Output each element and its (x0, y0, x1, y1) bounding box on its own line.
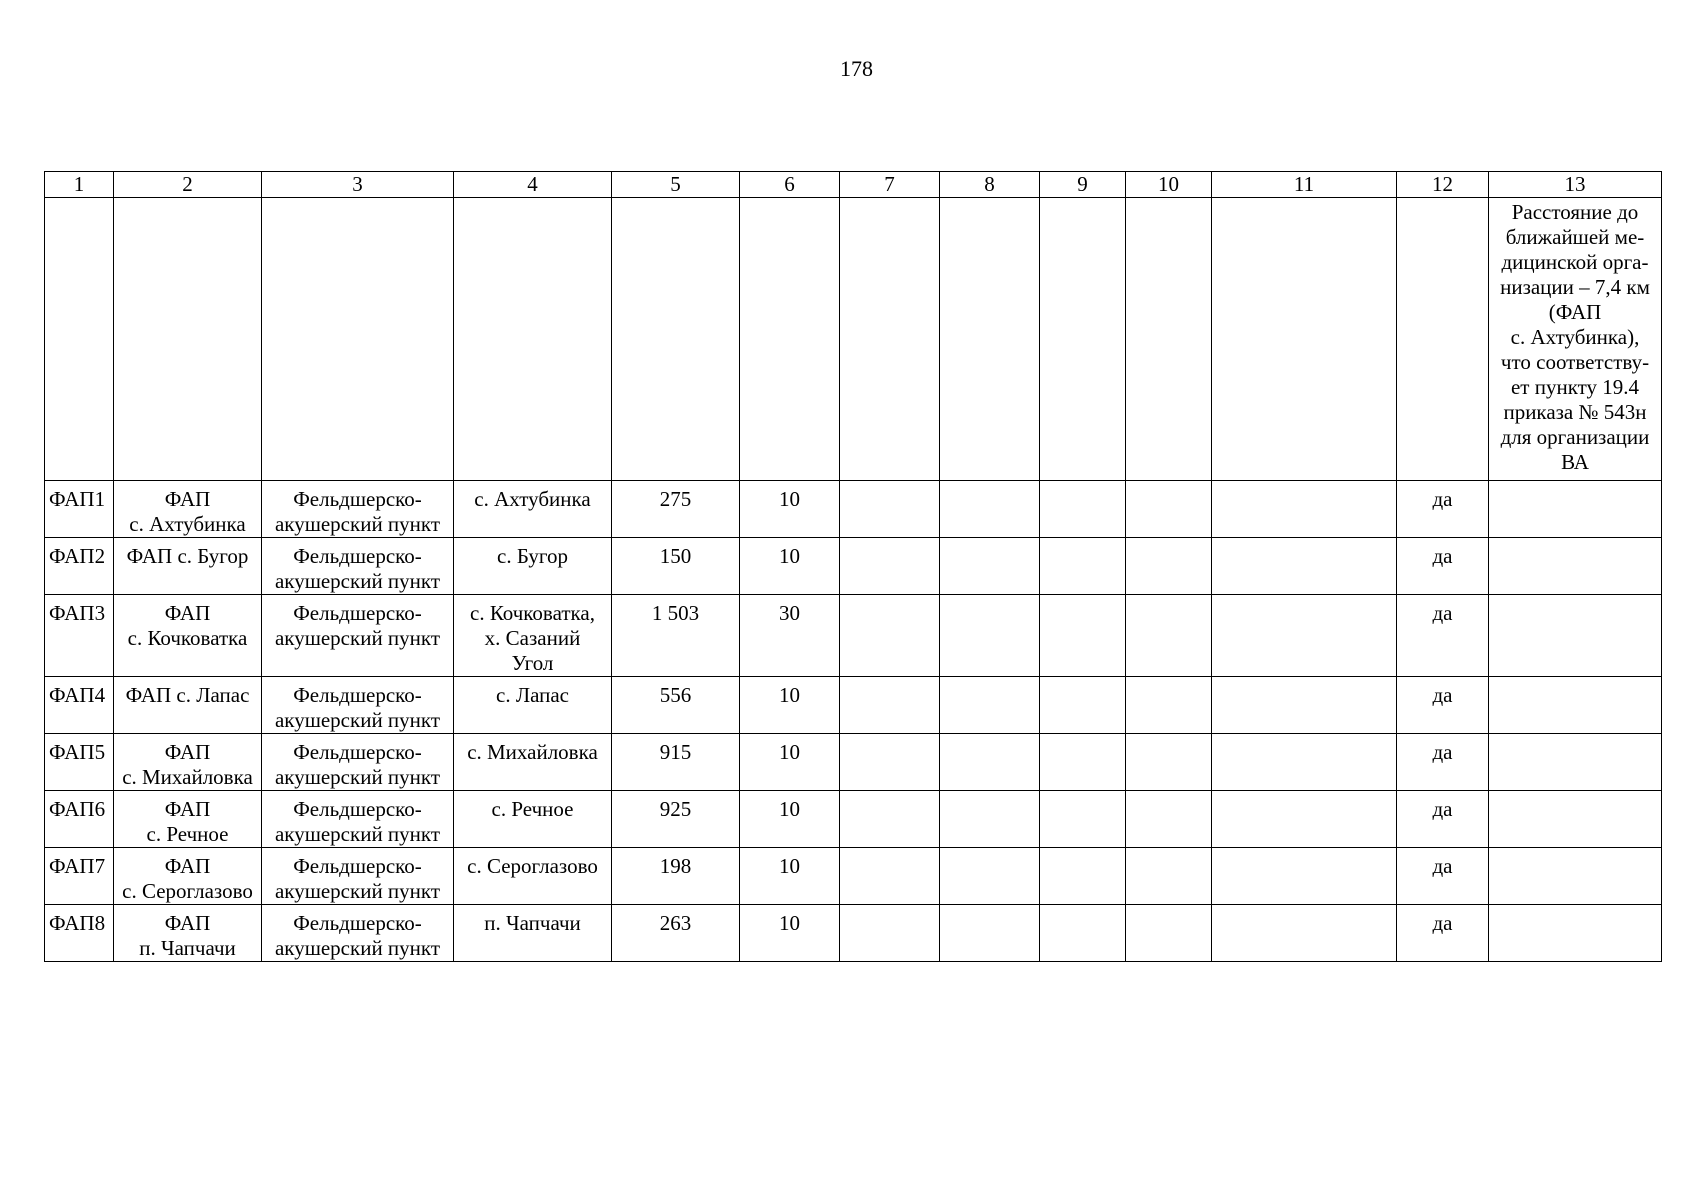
facility-code-cell: ФАП2 (45, 538, 114, 595)
column-7-cell (840, 734, 940, 791)
column-10-cell (1126, 848, 1212, 905)
facility-type-cell (262, 791, 454, 848)
cell-line: с. Бугор (497, 544, 568, 568)
note-line: для организации (1500, 425, 1650, 449)
column-9-cell (1040, 905, 1126, 962)
facility-table (44, 171, 1662, 962)
note-cell-empty (1212, 198, 1397, 481)
cell-line: Фельдшерско- (293, 854, 422, 878)
column-6-cell: 10 (740, 848, 840, 905)
population-cell: 275 (612, 481, 740, 538)
note-line: с. Ахтубинка), (1510, 325, 1640, 349)
facility-name-cell (114, 905, 262, 962)
column-9-cell (1040, 677, 1126, 734)
cell-line: ФАП с. Лапас (125, 683, 250, 707)
facility-name-cell (114, 481, 262, 538)
column-11-cell (1212, 538, 1397, 595)
settlement-cell (454, 848, 612, 905)
cell-line: акушерский пункт (274, 765, 441, 789)
note-row (45, 198, 1662, 481)
cell-line: акушерский пункт (274, 879, 441, 903)
column-13-cell (1489, 905, 1662, 962)
column-number-row (45, 172, 1662, 198)
note-cell-empty (262, 198, 454, 481)
column-12-cell: да (1397, 538, 1489, 595)
column-10-cell (1126, 734, 1212, 791)
cell-line: акушерский пункт (274, 936, 441, 960)
cell-line: с. Речное (491, 797, 574, 821)
settlement-cell (454, 905, 612, 962)
cell-line: ФАП (164, 487, 211, 511)
column-7-cell (840, 481, 940, 538)
column-number-10: 10 (1126, 172, 1212, 198)
column-11-cell (1212, 905, 1397, 962)
cell-line: х. Сазаний (484, 626, 581, 650)
column-10-cell (1126, 595, 1212, 677)
population-cell: 915 (612, 734, 740, 791)
population-cell: 263 (612, 905, 740, 962)
cell-line: акушерский пункт (274, 822, 441, 846)
cell-line: Угол (511, 651, 554, 675)
population-cell: 1 503 (612, 595, 740, 677)
note-cell-empty (1040, 198, 1126, 481)
facility-name-cell (114, 677, 262, 734)
facility-name-cell (114, 734, 262, 791)
facility-code-cell: ФАП5 (45, 734, 114, 791)
note-cell-empty (940, 198, 1040, 481)
column-13-cell (1489, 791, 1662, 848)
cell-line: ФАП (164, 797, 211, 821)
note-cell-empty (45, 198, 114, 481)
cell-line: акушерский пункт (274, 626, 441, 650)
note-line: ВА (1561, 450, 1589, 474)
column-12-cell: да (1397, 848, 1489, 905)
table-row (45, 848, 1662, 905)
note-line: приказа № 543н (1503, 400, 1647, 424)
column-12-cell: да (1397, 734, 1489, 791)
column-9-cell (1040, 791, 1126, 848)
population-cell: 925 (612, 791, 740, 848)
column-7-cell (840, 905, 940, 962)
column-11-cell (1212, 481, 1397, 538)
cell-line: с. Михайловка (122, 765, 253, 789)
note-line: низации – 7,4 км (1500, 275, 1650, 299)
facility-code-cell: ФАП3 (45, 595, 114, 677)
column-7-cell (840, 791, 940, 848)
column-number-7: 7 (840, 172, 940, 198)
note-line: что соответству- (1500, 350, 1650, 374)
cell-line: ФАП (164, 854, 211, 878)
column-9-cell (1040, 734, 1126, 791)
cell-line: ФАП (164, 601, 211, 625)
column-number-4: 4 (454, 172, 612, 198)
cell-line: с. Сероглазово (467, 854, 598, 878)
cell-line: ФАП (164, 740, 211, 764)
column-10-cell (1126, 677, 1212, 734)
column-9-cell (1040, 595, 1126, 677)
column-7-cell (840, 848, 940, 905)
cell-line: Фельдшерско- (293, 544, 422, 568)
facility-type-cell (262, 538, 454, 595)
column-13-cell (1489, 481, 1662, 538)
cell-line: с. Ахтубинка (474, 487, 591, 511)
column-6-cell: 30 (740, 595, 840, 677)
note-line: (ФАП (1548, 300, 1602, 324)
cell-line: ФАП с. Бугор (126, 544, 249, 568)
cell-line: акушерский пункт (274, 512, 441, 536)
facility-type-cell (262, 595, 454, 677)
facility-type-cell (262, 734, 454, 791)
column-9-cell (1040, 538, 1126, 595)
column-11-cell (1212, 677, 1397, 734)
cell-line: акушерский пункт (274, 708, 441, 732)
note-cell-empty (840, 198, 940, 481)
note-line: дицинской орга- (1501, 250, 1649, 274)
page-number: 178 (840, 56, 873, 81)
cell-line: с. Сероглазово (122, 879, 253, 903)
facility-code-cell: ФАП8 (45, 905, 114, 962)
column-13-cell (1489, 848, 1662, 905)
cell-line: с. Кочковатка (127, 626, 248, 650)
facility-type-cell (262, 677, 454, 734)
column-11-cell (1212, 595, 1397, 677)
column-6-cell: 10 (740, 734, 840, 791)
column-number-3: 3 (262, 172, 454, 198)
facility-type-cell (262, 481, 454, 538)
cell-line: с. Лапас (496, 683, 569, 707)
column-6-cell: 10 (740, 677, 840, 734)
column-13-cell (1489, 677, 1662, 734)
column-number-6: 6 (740, 172, 840, 198)
note-line: ближайшей ме- (1505, 225, 1645, 249)
column-7-cell (840, 677, 940, 734)
column-12-cell: да (1397, 595, 1489, 677)
column-8-cell (940, 481, 1040, 538)
column-12-cell: да (1397, 791, 1489, 848)
column-13-cell (1489, 538, 1662, 595)
cell-line: Фельдшерско- (293, 683, 422, 707)
column-11-cell (1212, 791, 1397, 848)
facility-code-cell: ФАП4 (45, 677, 114, 734)
facility-code-cell: ФАП6 (45, 791, 114, 848)
note-cell-empty (740, 198, 840, 481)
table-row (45, 677, 1662, 734)
settlement-cell (454, 791, 612, 848)
column-6-cell: 10 (740, 791, 840, 848)
cell-line: Фельдшерско- (293, 797, 422, 821)
note-line: ет пункту 19.4 (1510, 375, 1640, 399)
facility-code-cell: ФАП1 (45, 481, 114, 538)
cell-line: Фельдшерско- (293, 911, 422, 935)
column-6-cell: 10 (740, 905, 840, 962)
column-number-11: 11 (1212, 172, 1397, 198)
cell-line: п. Чапчачи (484, 911, 581, 935)
column-number-2: 2 (114, 172, 262, 198)
population-cell: 150 (612, 538, 740, 595)
column-8-cell (940, 791, 1040, 848)
column-8-cell (940, 538, 1040, 595)
population-cell: 198 (612, 848, 740, 905)
settlement-cell (454, 734, 612, 791)
note-cell-empty (114, 198, 262, 481)
column-number-12: 12 (1397, 172, 1489, 198)
note-cell-empty (454, 198, 612, 481)
table-row (45, 734, 1662, 791)
table-row (45, 538, 1662, 595)
facility-name-cell (114, 848, 262, 905)
column-7-cell (840, 538, 940, 595)
facility-type-cell (262, 848, 454, 905)
column-8-cell (940, 905, 1040, 962)
settlement-cell (454, 677, 612, 734)
table-row (45, 791, 1662, 848)
column-7-cell (840, 595, 940, 677)
column-10-cell (1126, 538, 1212, 595)
column-number-9: 9 (1040, 172, 1126, 198)
cell-line: Фельдшерско- (293, 740, 422, 764)
column-number-8: 8 (940, 172, 1040, 198)
column-13-cell (1489, 734, 1662, 791)
column-11-cell (1212, 734, 1397, 791)
settlement-cell (454, 481, 612, 538)
column-number-13: 13 (1489, 172, 1662, 198)
column-6-cell: 10 (740, 538, 840, 595)
column-number-5: 5 (612, 172, 740, 198)
facility-type-cell (262, 905, 454, 962)
cell-line: Фельдшерско- (293, 487, 422, 511)
cell-line: с. Ахтубинка (129, 512, 246, 536)
column-12-cell: да (1397, 481, 1489, 538)
column-13-cell (1489, 595, 1662, 677)
note-cell-empty (1397, 198, 1489, 481)
cell-line: с. Михайловка (467, 740, 598, 764)
table-row (45, 481, 1662, 538)
note-line: Расстояние до (1511, 200, 1639, 224)
population-cell: 556 (612, 677, 740, 734)
column-10-cell (1126, 481, 1212, 538)
distance-note-cell (1489, 198, 1662, 481)
cell-line: с. Кочковатка, (470, 601, 595, 625)
column-8-cell (940, 677, 1040, 734)
note-cell-empty (1126, 198, 1212, 481)
facility-code-cell: ФАП7 (45, 848, 114, 905)
column-10-cell (1126, 791, 1212, 848)
column-12-cell: да (1397, 677, 1489, 734)
table-row (45, 905, 1662, 962)
column-10-cell (1126, 905, 1212, 962)
note-cell-empty (612, 198, 740, 481)
cell-line: ФАП (164, 911, 211, 935)
settlement-cell (454, 595, 612, 677)
column-8-cell (940, 848, 1040, 905)
cell-line: акушерский пункт (274, 569, 441, 593)
column-number-1: 1 (45, 172, 114, 198)
facility-name-cell (114, 595, 262, 677)
cell-line: п. Чапчачи (139, 936, 236, 960)
table-row (45, 595, 1662, 677)
column-6-cell: 10 (740, 481, 840, 538)
cell-line: с. Речное (146, 822, 229, 846)
cell-line: Фельдшерско- (293, 601, 422, 625)
column-12-cell: да (1397, 905, 1489, 962)
column-8-cell (940, 595, 1040, 677)
settlement-cell (454, 538, 612, 595)
facility-name-cell (114, 791, 262, 848)
column-11-cell (1212, 848, 1397, 905)
column-9-cell (1040, 848, 1126, 905)
column-8-cell (940, 734, 1040, 791)
facility-name-cell (114, 538, 262, 595)
column-9-cell (1040, 481, 1126, 538)
